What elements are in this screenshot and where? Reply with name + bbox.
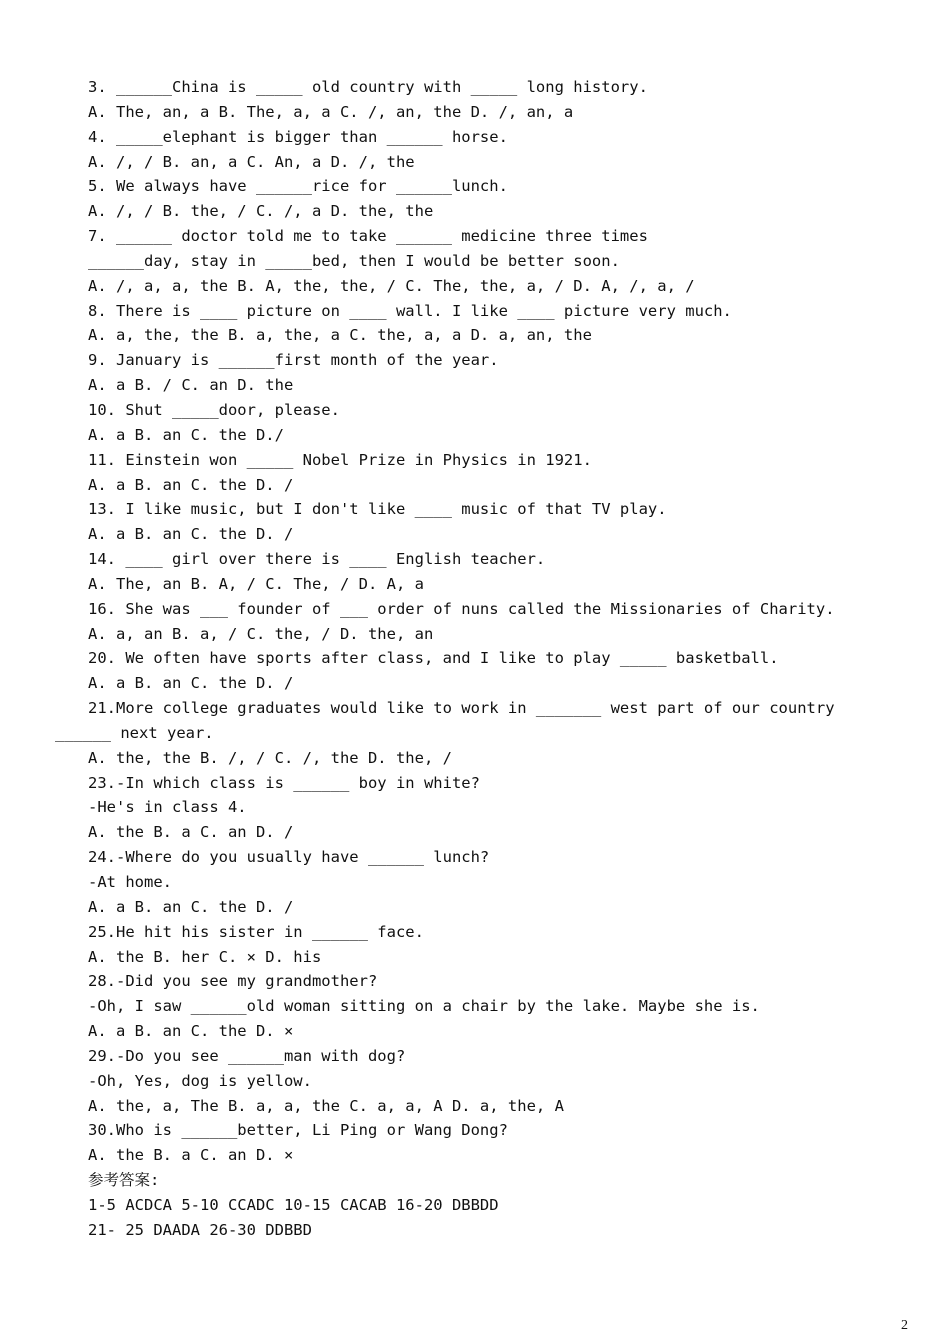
text-line: A. the, a, The B. a, a, the C. a, a, A D. a, the, A xyxy=(88,1096,564,1115)
text-line: A. The, an, a B. The, a, a C. /, an, the D. /, an, a xyxy=(88,102,574,121)
text-line: 9. January is ______first month of the year. xyxy=(88,351,499,370)
text-line: 21- 25 DAADA 26-30 DDBBD xyxy=(88,1220,312,1239)
text-line: 3. ______China is _____ old country with _____ long history. xyxy=(88,78,648,96)
text-line: 28.-Did you see my grandmother? xyxy=(88,972,378,991)
text-line: -Oh, I saw ______old woman sitting on a chair by the lake. Maybe she is. xyxy=(88,997,760,1016)
text-line: 1-5 ACDCA 5-10 CCADC 10-15 CACAB 16-20 DBBDD xyxy=(88,1195,499,1214)
text-line: 11. Einstein won _____ Nobel Prize in Physics in 1921. xyxy=(88,450,592,469)
text-line: 25.He hit his sister in ______ face. xyxy=(88,922,424,941)
text-line: A. /, a, a, the B. A, the, the, / C. The, the, a, / D. A, /, a, / xyxy=(88,276,695,295)
text-line: 5. We always have ______rice for ______lunch. xyxy=(88,177,508,196)
text-line: A. a, the, the B. a, the, a C. the, a, a D. a, an, the xyxy=(88,326,592,345)
text-line: 10. Shut _____door, please. xyxy=(88,400,340,419)
text-line: 13. I like music, but I don't like ____ music of that TV play. xyxy=(88,500,667,519)
text-line: A. a B. an C. the D./ xyxy=(88,425,284,444)
text-line: 23.-In which class is ______ boy in white? xyxy=(88,773,480,792)
text-line: A. a B. an C. the D. / xyxy=(88,674,294,693)
text-line: 4. _____elephant is bigger than ______ horse. xyxy=(88,127,508,146)
text-line: A. a B. an C. the D. / xyxy=(88,897,294,916)
text-line: A. a, an B. a, / C. the, / D. the, an xyxy=(88,624,434,643)
document-body xyxy=(0,75,950,1243)
text-line: A. the, the B. /, / C. /, the D. the, / xyxy=(88,748,452,767)
text-line: -He's in class 4. xyxy=(88,798,247,817)
text-line: A. a B. an C. the D. / xyxy=(88,475,294,494)
text-line: 29.-Do you see ______man with dog? xyxy=(88,1046,406,1065)
text-line: A. The, an B. A, / C. The, / D. A, a xyxy=(88,574,424,593)
text-line: 20. We often have sports after class, and I like to play _____ basketball. xyxy=(88,649,779,668)
text-line: ______ next year. xyxy=(55,723,214,742)
text-line: A. the B. her C. × D. his xyxy=(88,947,322,966)
text-line: 8. There is ____ picture on ____ wall. I like ____ picture very much. xyxy=(88,301,732,320)
text-line: A. a B. an C. the D. / xyxy=(88,525,294,544)
text-line: ______day, stay in _____bed, then I would be better soon. xyxy=(88,251,620,270)
text-line: 7. ______ doctor told me to take ______ medicine three times xyxy=(88,227,648,246)
text-line: 16. She was ___ founder of ___ order of nuns called the Missionaries of Charity. xyxy=(88,599,835,618)
text-line: 24.-Where do you usually have ______ lunch? xyxy=(88,848,490,867)
text-line: 21.More college graduates would like to work in _______ west part of our country xyxy=(88,699,835,718)
text-line: A. a B. an C. the D. × xyxy=(88,1022,294,1041)
text-line: A. /, / B. an, a C. An, a D. /, the xyxy=(88,152,415,171)
page-number: 2 xyxy=(901,1318,908,1333)
text-line: -At home. xyxy=(88,873,172,891)
text-line: 14. ____ girl over there is ____ English teacher. xyxy=(88,550,546,569)
text-line: 参考答案: xyxy=(88,1171,160,1190)
text-line: A. a B. / C. an D. the xyxy=(88,376,294,395)
text-line: A. the B. a C. an D. × xyxy=(88,1146,294,1165)
text-line: A. /, / B. the, / C. /, a D. the, the xyxy=(88,202,434,221)
text-line: 30.Who is ______better, Li Ping or Wang Dong? xyxy=(88,1121,508,1140)
text-line: -Oh, Yes, dog is yellow. xyxy=(88,1071,312,1090)
text-line: A. the B. a C. an D. / xyxy=(88,823,294,842)
